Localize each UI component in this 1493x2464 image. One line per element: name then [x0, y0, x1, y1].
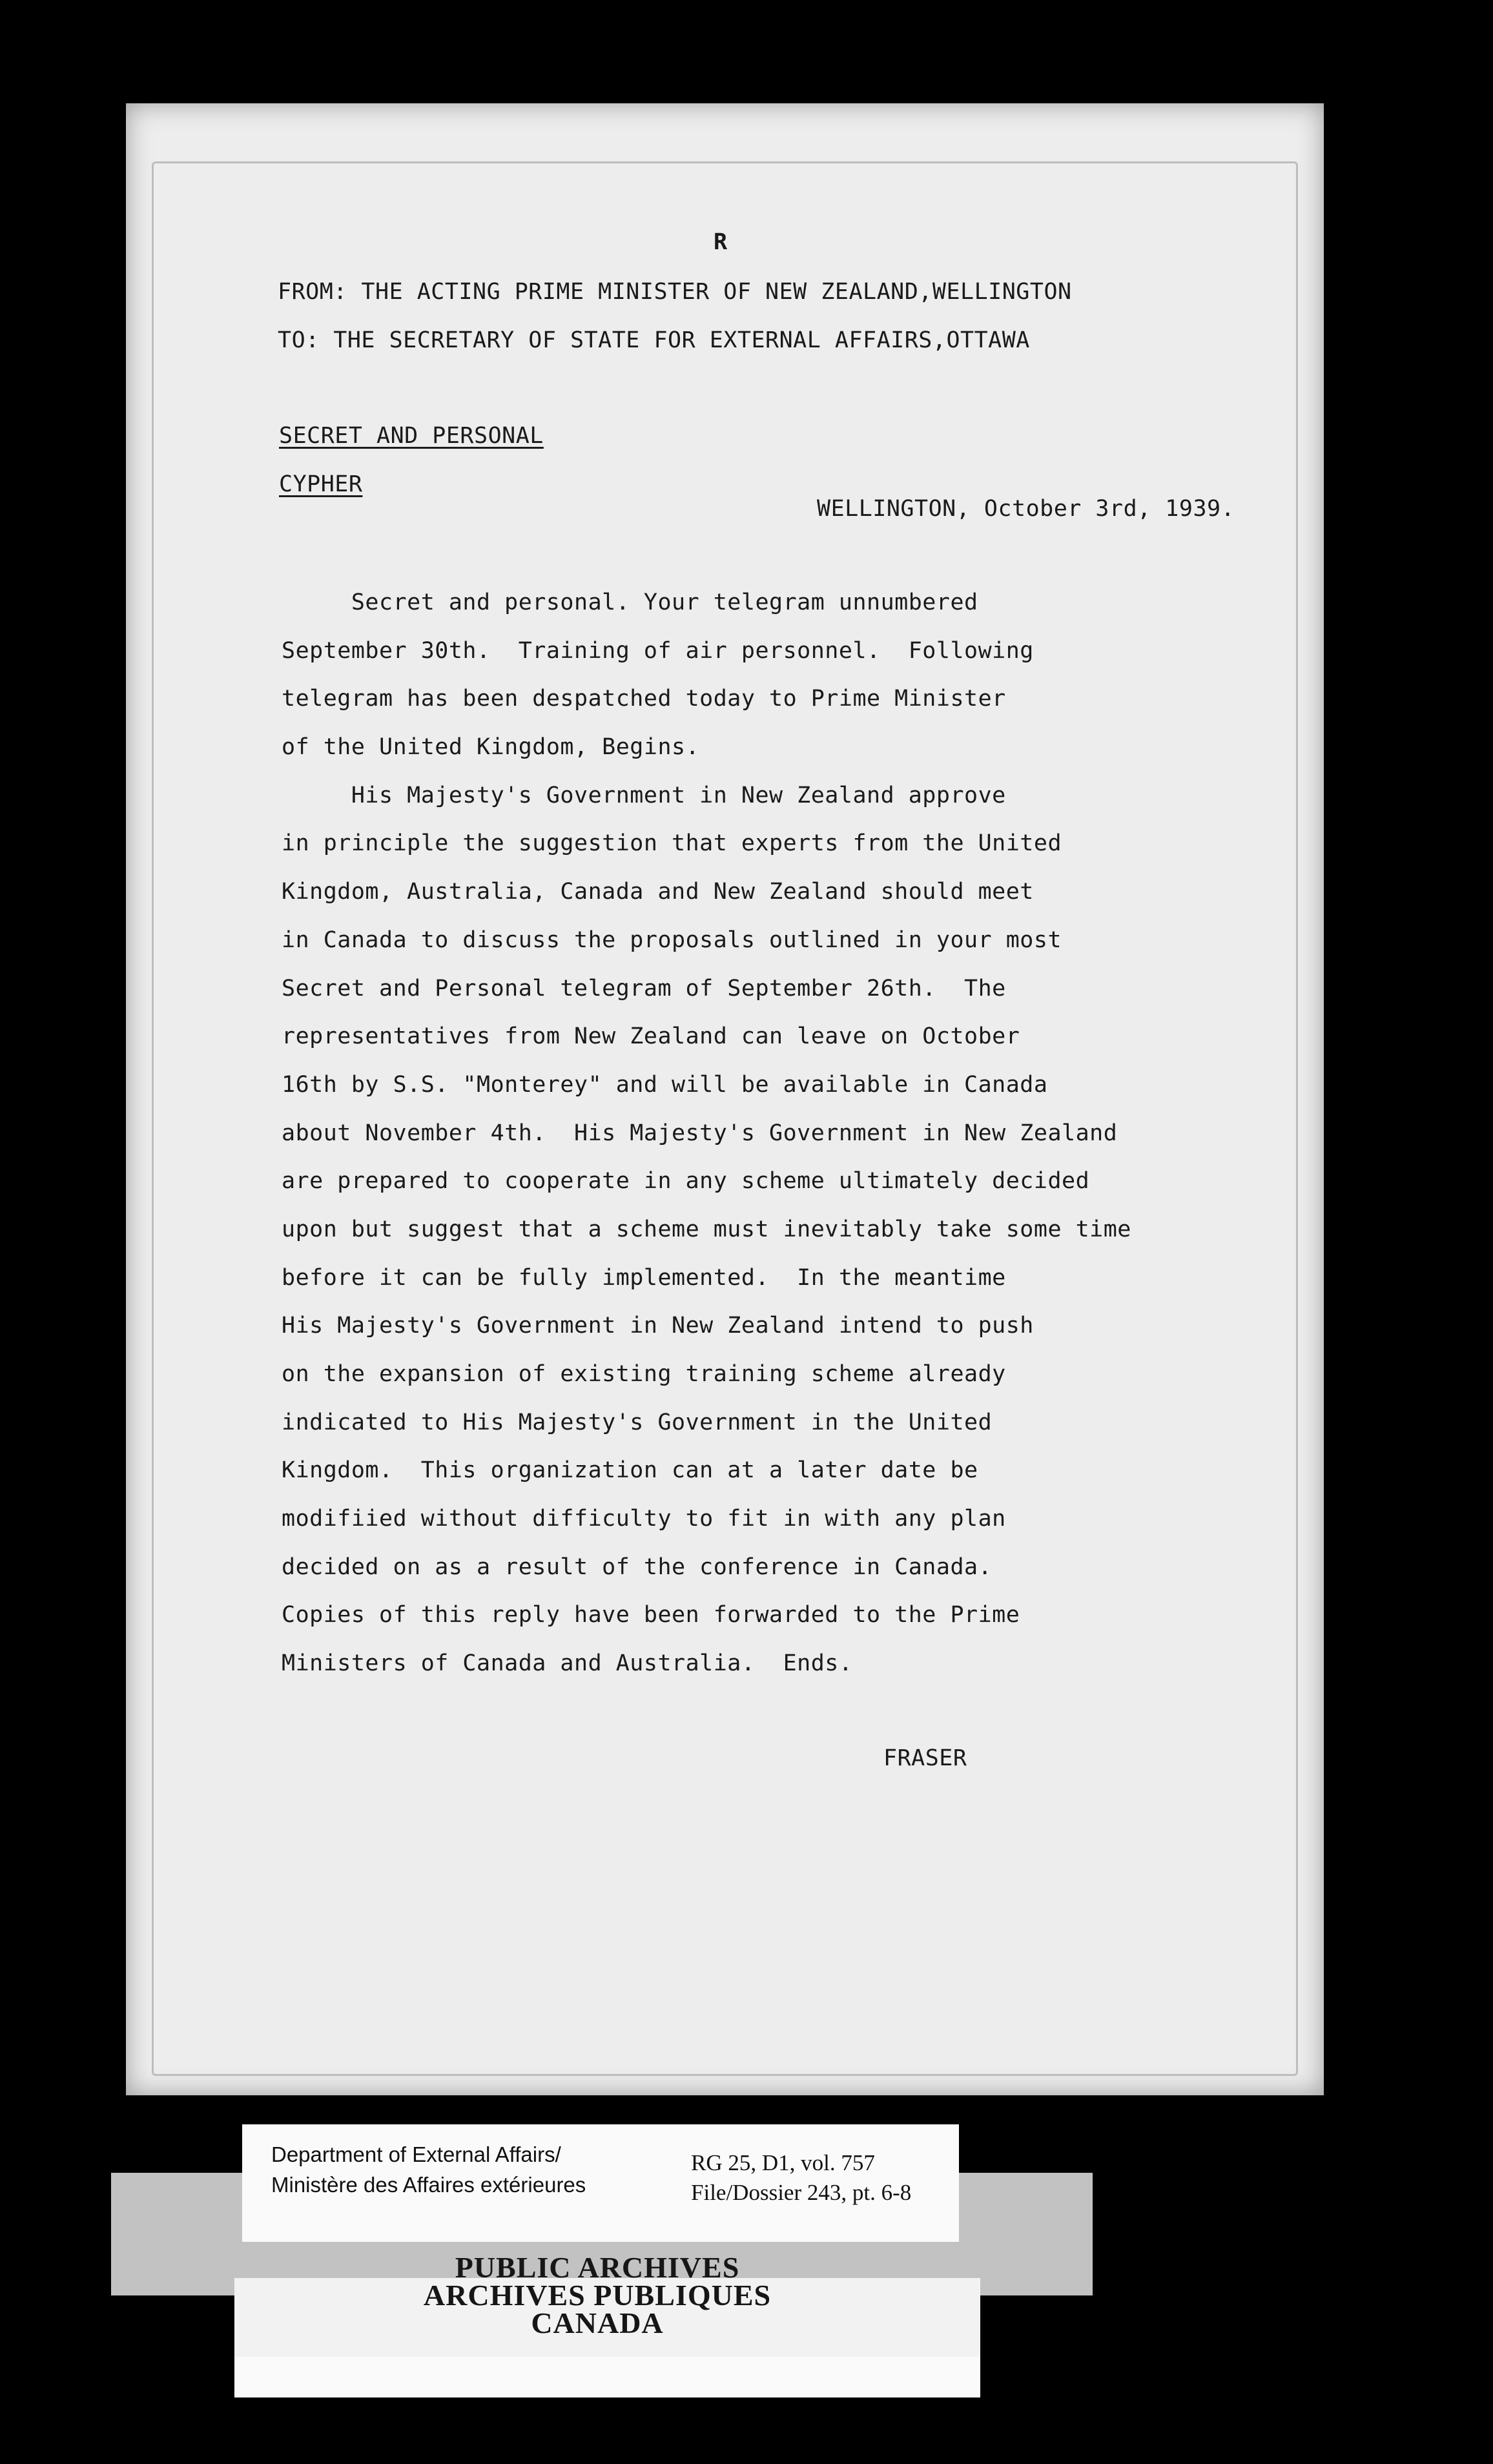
- body-line: upon but suggest that a scheme must inevitably take some time: [282, 1216, 1131, 1242]
- body-line: His Majesty's Government in New Zealand approve: [282, 782, 1006, 808]
- body-line: Secret and Personal telegram of September 26th. The: [282, 975, 1006, 1001]
- transmission-mode: CYPHER: [279, 471, 363, 497]
- body-line: representatives from New Zealand can leave on October: [282, 1023, 1020, 1050]
- department-english: Department of External Affairs/: [271, 2142, 561, 2166]
- body-line: Secret and personal. Your telegram unnumbered: [282, 590, 978, 615]
- body-line: about November 4th. His Majesty's Government in New Zealand: [282, 1120, 1118, 1146]
- routing-mark: R: [714, 229, 728, 255]
- body-line: in principle the suggestion that experts from the United: [282, 830, 1062, 857]
- archive-reference-label: [242, 2124, 959, 2242]
- stamp-card-bottom: [234, 2357, 980, 2397]
- body-line: telegram has been despatched today to Prime Minister: [282, 686, 1006, 712]
- body-line: modifiied without difficulty to fit in with any plan: [282, 1506, 1006, 1532]
- to-line: TO: THE SECRETARY OF STATE FOR EXTERNAL AFFAIRS,OTTAWA: [278, 327, 1030, 353]
- stamp-line-2: ARCHIVES PUBLIQUES: [423, 2279, 772, 2312]
- from-line: FROM: THE ACTING PRIME MINISTER OF NEW ZEALAND,WELLINGTON: [278, 279, 1072, 305]
- body-line: 16th by S.S. "Monterey" and will be available in Canada: [282, 1071, 1048, 1098]
- body-line: Kingdom, Australia, Canada and New Zealand should meet: [282, 879, 1034, 905]
- body-line: of the United Kingdom, Begins.: [282, 734, 700, 761]
- stamp-line-3: CANADA: [531, 2306, 664, 2339]
- body-line: decided on as a result of the conference in Canada.: [282, 1554, 993, 1580]
- reference-file: File/Dossier 243, pt. 6-8: [691, 2180, 912, 2205]
- archive-stamp: [358, 2251, 836, 2339]
- body-line: on the expansion of existing training scheme already: [282, 1361, 1006, 1387]
- reference-volume: RG 25, D1, vol. 757: [691, 2150, 875, 2175]
- telegram-body: [282, 586, 1250, 1696]
- body-line: His Majesty's Government in New Zealand intend to push: [282, 1313, 1034, 1339]
- dateline: WELLINGTON, October 3rd, 1939.: [817, 496, 1235, 522]
- body-line: September 30th. Training of air personnel. Following: [282, 637, 1034, 664]
- stamp-line-1: PUBLIC ARCHIVES: [455, 2251, 740, 2284]
- body-line: indicated to His Majesty's Government in the United: [282, 1409, 993, 1435]
- classification-heading: SECRET AND PERSONAL: [279, 423, 544, 449]
- body-line: in Canada to discuss the proposals outlined in your most: [282, 927, 1062, 953]
- body-line: before it can be fully implemented. In the meantime: [282, 1264, 1006, 1291]
- body-line: Copies of this reply have been forwarded to the Prime: [282, 1602, 1020, 1628]
- body-line: are prepared to cooperate in any scheme ultimately decided: [282, 1168, 1090, 1195]
- signature: FRASER: [883, 1745, 967, 1771]
- body-line: Ministers of Canada and Australia. Ends.: [282, 1650, 853, 1677]
- body-line: Kingdom. This organization can at a later date be: [282, 1457, 978, 1484]
- department-french: Ministère des Affaires extérieures: [271, 2173, 586, 2197]
